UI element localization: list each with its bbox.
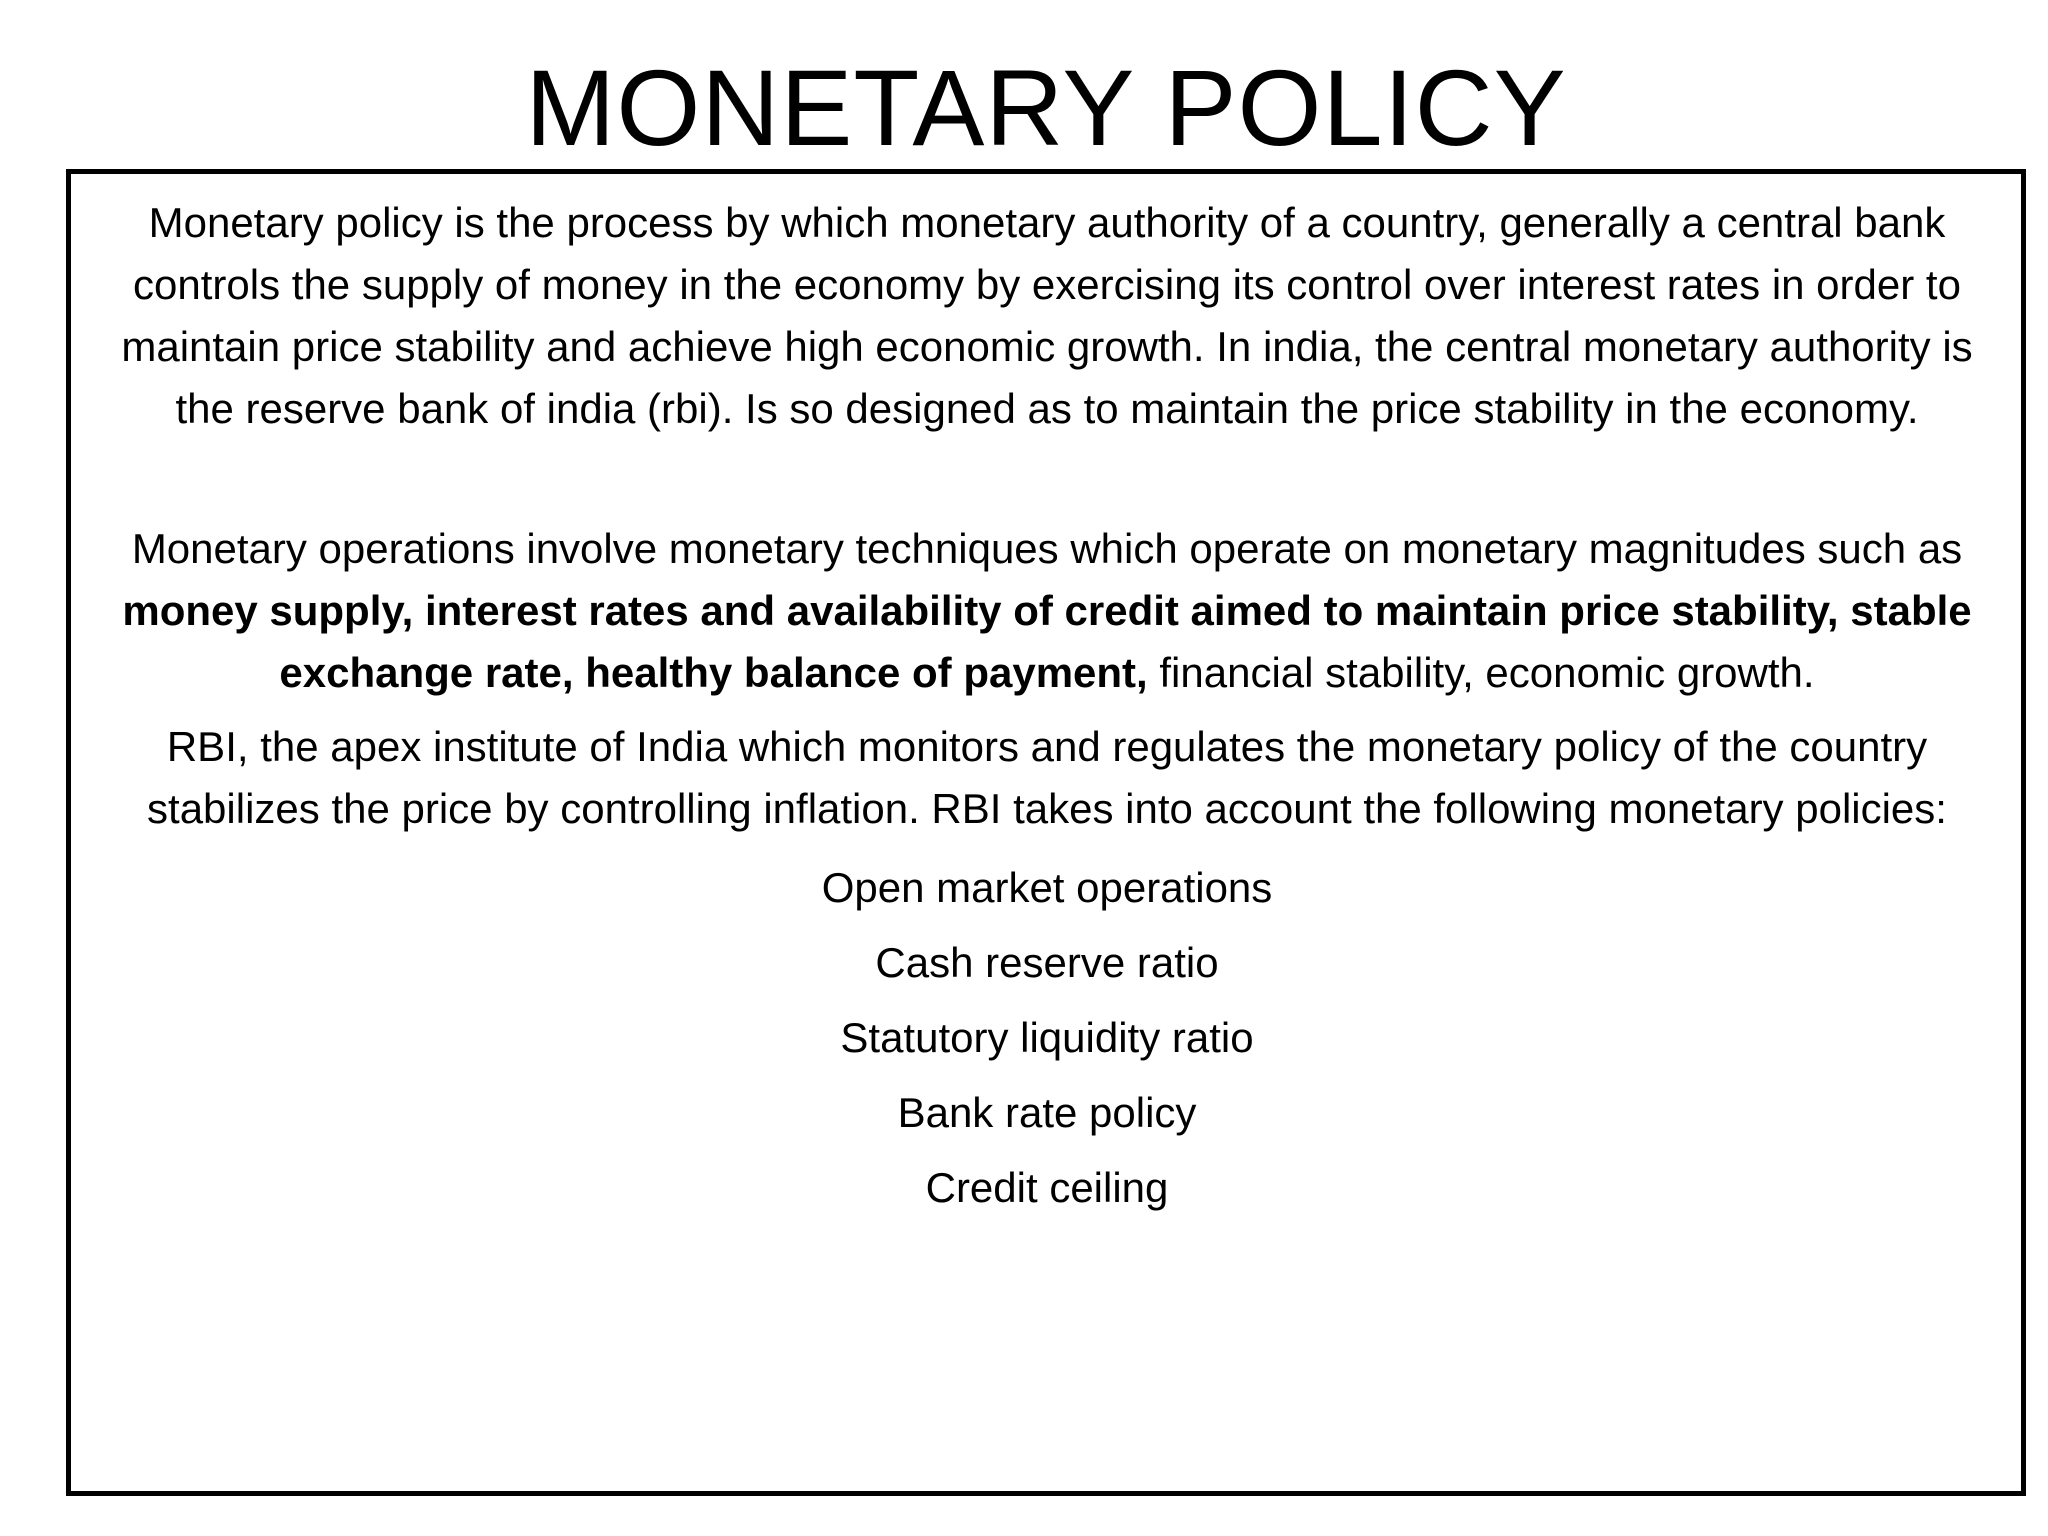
- policy-item-bank-rate: Bank rate policy: [897, 1089, 1197, 1136]
- content-box: [66, 169, 2026, 1496]
- operations-bold-text: money supply, interest rates and availability of credit aimed to maintain price stability, stable exchange rate, healthy balance of payment,: [122, 587, 1972, 696]
- content-body: [107, 192, 1987, 1225]
- definition-paragraph: Monetary policy is the process by which monetary authority of a country, generally a central bank controls the supply of money in the economy by exercising its control over interest rates in order to maintain price stability and achieve high economic growth. In india, the central monetary authority is the reserve bank of india (rbi). Is so designed as to maintain the price stability in the economy.: [121, 199, 1973, 432]
- rbi-paragraph: RBI, the apex institute of India which monitors and regulates the monetary policy of the country stabilizes the price by controlling inflation. RBI takes into account the following monetary policies:: [147, 723, 1947, 832]
- policy-item-statutory-liquidity: Statutory liquidity ratio: [840, 1014, 1254, 1061]
- policy-item-cash-reserve: Cash reserve ratio: [875, 939, 1219, 986]
- policy-item-credit-ceiling: Credit ceiling: [925, 1164, 1169, 1211]
- operations-tail-text: financial stability, economic growth.: [1147, 649, 1815, 696]
- operations-lead-text: Monetary operations involve monetary techniques which operate on monetary magnitudes such as: [131, 525, 1963, 572]
- policy-item-open-market: Open market operations: [821, 864, 1273, 911]
- operations-paragraph: [107, 518, 1987, 704]
- slide-title: MONETARY POLICY: [525, 47, 1567, 168]
- policy-list: [107, 850, 1987, 1225]
